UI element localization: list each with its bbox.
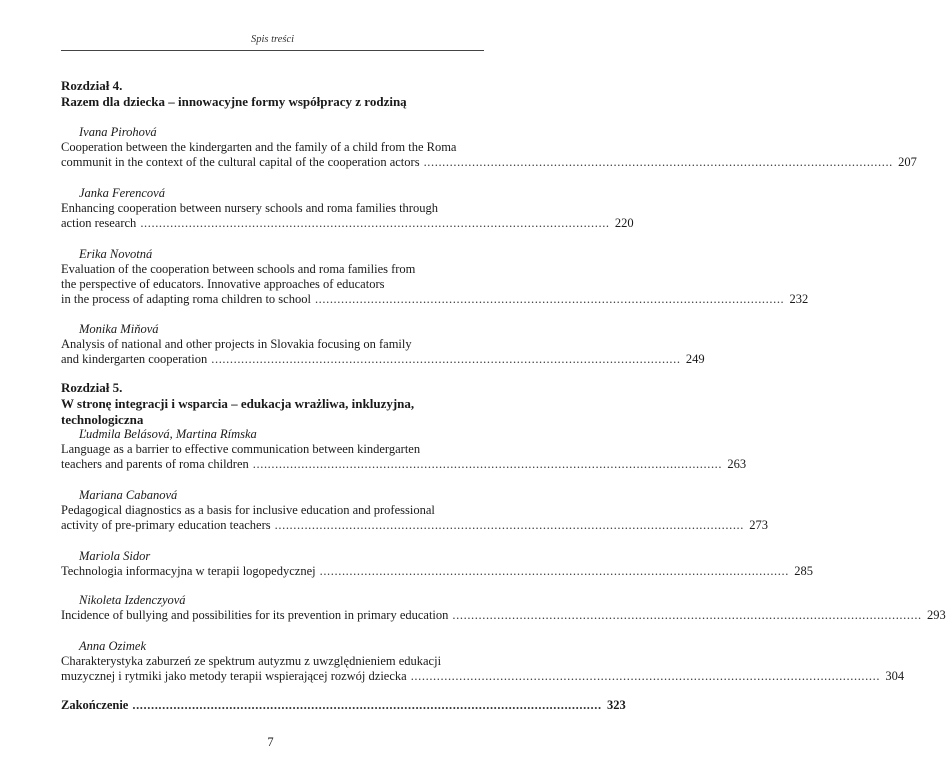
entry-title-line: Language as a barrier to effective communication between kindergarten xyxy=(61,442,421,456)
toc-entry-link[interactable] xyxy=(61,564,813,579)
entry-title-line: Enhancing cooperation between nursery schools and roma families through xyxy=(61,201,438,215)
entry-author: Monika Miňová xyxy=(79,322,159,336)
dot-leader: .............................................................................................................................. xyxy=(410,669,881,683)
page-ref: 273 xyxy=(749,518,768,532)
entry-author: Mariola Sidor xyxy=(79,549,151,563)
running-header: Spis treści xyxy=(250,34,295,45)
entry-author: Anna Ozimek xyxy=(79,639,146,653)
dot-leader: .............................................................................................................................. xyxy=(452,608,922,622)
chapter-label: Rozdział 5. xyxy=(61,380,123,395)
entry-author: Nikoleta Izdenczyová xyxy=(79,593,186,607)
toc-entry-link[interactable] xyxy=(61,698,626,713)
dot-leader: .............................................................................................................................. xyxy=(252,457,723,471)
entry-title-line: action research xyxy=(61,216,137,230)
toc-entry-link[interactable] xyxy=(61,216,634,231)
page-number: 7 xyxy=(267,735,274,749)
entry-title-line: in the process of adapting roma children to school xyxy=(61,292,311,306)
page-ref: 293 xyxy=(927,608,946,622)
page-ref: 304 xyxy=(885,669,905,683)
chapter-label: Rozdział 4. xyxy=(61,78,123,93)
entry-author: Mariana Cabanová xyxy=(79,488,178,502)
dot-leader: .............................................................................................................................. xyxy=(140,216,610,230)
entry-author: Janka Ferencová xyxy=(79,186,165,200)
entry-title-line: the perspective of educators. Innovative approaches of educators xyxy=(61,277,385,291)
page-ref: 207 xyxy=(898,155,917,169)
entry-title-line: Pedagogical diagnostics as a basis for inclusive education and professional xyxy=(61,503,435,517)
entry-title-line: communit in the context of the cultural capital of the cooperation actors xyxy=(61,155,420,169)
page-ref: 263 xyxy=(727,457,747,471)
toc-entry-link[interactable] xyxy=(61,457,747,472)
entry-title-line: Incidence of bullying and possibilities for its prevention in primary education xyxy=(61,608,449,622)
entry-title-line: and kindergarten cooperation xyxy=(61,352,208,366)
page-ref: 249 xyxy=(685,352,705,366)
entry-title-line: Cooperation between the kindergarten and the family of a child from the Roma xyxy=(61,140,457,154)
page-ref: 285 xyxy=(794,564,813,578)
toc-entry-link[interactable] xyxy=(61,352,705,367)
toc-entry-link[interactable] xyxy=(61,155,917,170)
dot-leader: .............................................................................................................................. xyxy=(314,292,785,306)
entry-title-line: Analysis of national and other projects in Slovakia focusing on family xyxy=(61,337,412,351)
toc-entry-link[interactable] xyxy=(61,518,768,533)
entry-title-line: teachers and parents of roma children xyxy=(61,457,249,471)
entry-title-line: muzycznej i rytmiki jako metody terapii wspierającej rozwój dziecka xyxy=(61,669,407,683)
toc-entry-link[interactable] xyxy=(61,292,809,307)
page-ref: 323 xyxy=(606,698,626,712)
entry-title-line: Evaluation of the cooperation between schools and roma families from xyxy=(61,262,416,276)
entry-author: Ľudmila Belásová, Martina Rímska xyxy=(79,427,257,441)
dot-leader: .............................................................................................................................. xyxy=(423,155,893,169)
dot-leader: .............................................................................................................................. xyxy=(274,518,744,532)
chapter-heading xyxy=(61,78,484,110)
dot-leader: .............................................................................................................................. xyxy=(132,698,602,712)
page-ref: 220 xyxy=(614,216,634,230)
dot-leader: .............................................................................................................................. xyxy=(211,352,681,366)
chapter-heading xyxy=(61,380,484,428)
closing-title: Zakończenie xyxy=(61,698,129,712)
dot-leader: .............................................................................................................................. xyxy=(319,564,789,578)
chapter-title: Razem dla dziecka – innowacyjne formy współpracy z rodziną xyxy=(61,94,407,109)
page-ref: 232 xyxy=(789,292,809,306)
entry-author: Erika Novotná xyxy=(79,247,153,261)
entry-title-line: activity of pre-primary education teachers xyxy=(61,518,271,532)
entry-title-line: Charakterystyka zaburzeń ze spektrum autyzmu z uwzględnieniem edukacji xyxy=(61,654,442,668)
entry-title-line: Technologia informacyjna w terapii logopedycznej xyxy=(61,564,316,578)
toc-entry-link[interactable] xyxy=(61,608,946,623)
chapter-title: W stronę integracji i wsparcia – edukacja wrażliwa, inkluzyjna, technologiczna xyxy=(61,396,415,427)
toc-entry-link[interactable] xyxy=(61,669,905,684)
entry-author: Ivana Pirohová xyxy=(79,125,157,139)
header-rule xyxy=(61,50,484,51)
